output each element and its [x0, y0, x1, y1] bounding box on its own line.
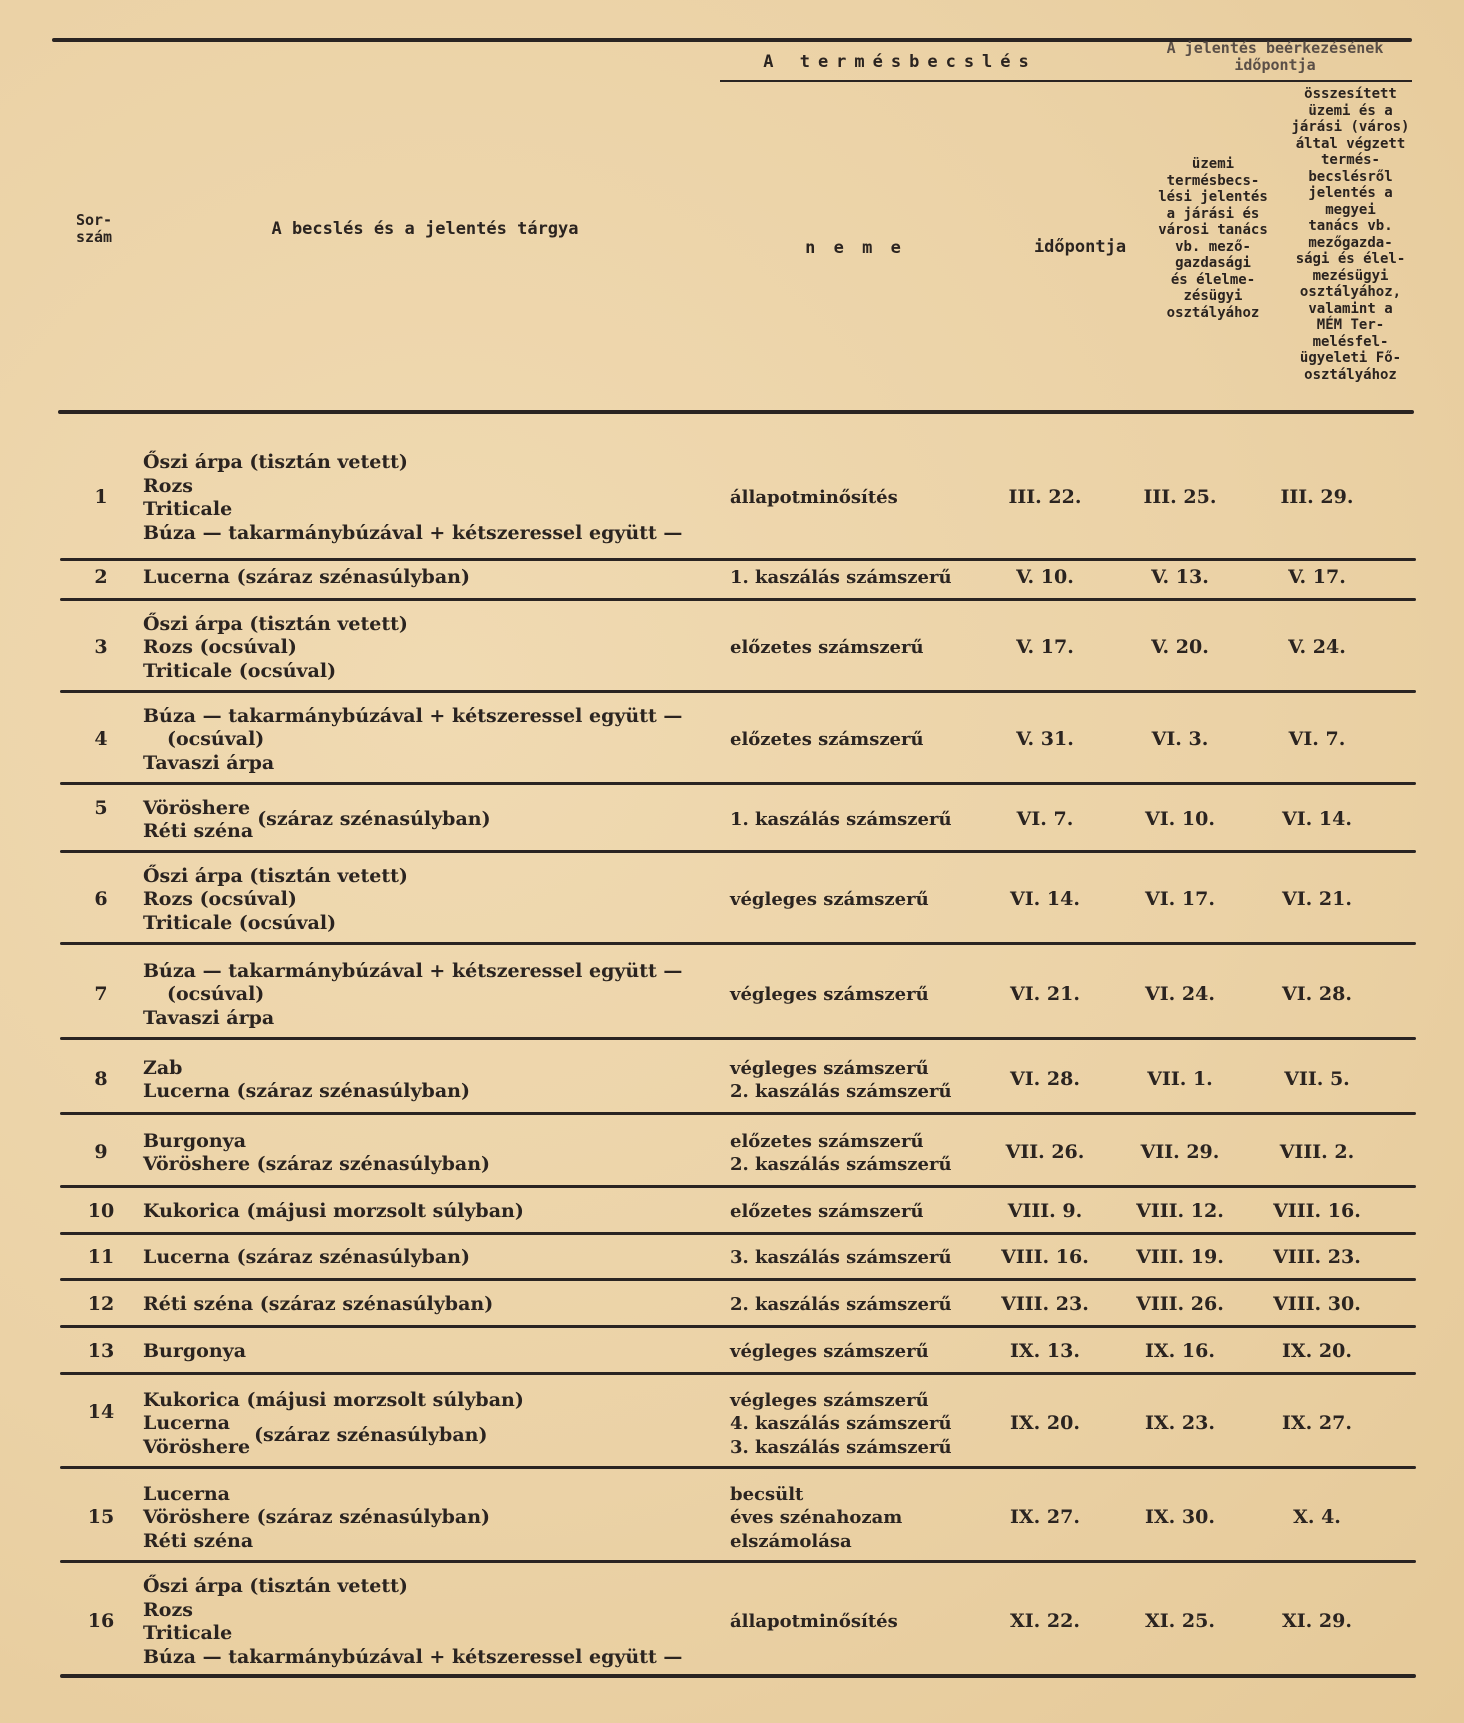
row-estimate-date: VI. 14.: [1010, 888, 1080, 910]
text-line: végleges számszerű: [730, 1057, 929, 1079]
row-district-date: V. 13.: [1151, 566, 1209, 588]
subject-line: Rozs: [143, 474, 193, 497]
row-number: 11: [87, 1246, 115, 1268]
subject-line: (ocsúval): [167, 728, 265, 751]
row-county-date: VIII. 23.: [1273, 1246, 1361, 1268]
text-line: osztályához: [1304, 366, 1397, 383]
row-county-date: VI. 28.: [1282, 983, 1352, 1005]
row-separator: [60, 1112, 1416, 1115]
subject-line: Rozs (ocsúval): [143, 888, 297, 911]
row-district-date: IX. 30.: [1145, 1506, 1215, 1528]
text-line: A jelentés beérkezésének: [1166, 39, 1384, 57]
text-line: vb. mező-: [1175, 238, 1251, 255]
row-kind: [730, 1293, 952, 1317]
row-district-date: VIII. 12.: [1136, 1200, 1224, 1222]
text-line: tanács vb.: [1308, 218, 1393, 234]
row-kind: [730, 1610, 898, 1634]
table-row: [60, 1048, 1420, 1112]
subject-line: Vöröshere (száraz szénasúlyban): [143, 1153, 491, 1175]
row-subject: [143, 451, 682, 545]
row-subject: [143, 705, 682, 776]
row-district-date: VII. 1.: [1147, 1068, 1213, 1090]
row-estimate-date: III. 22.: [1008, 486, 1082, 508]
text-line: előzetes számszerű: [730, 729, 924, 751]
table-row: [60, 1285, 1420, 1325]
text-line: végleges számszerű: [730, 1341, 929, 1363]
subject-line: Lucerna (száraz szénasúlyban): [143, 1246, 470, 1269]
header-group-rule: [720, 80, 1412, 82]
text-line: a járási és: [1166, 205, 1260, 222]
row-subject: [143, 1246, 470, 1270]
header-report-county: [1283, 86, 1418, 383]
row-county-date: VII. 5.: [1284, 1068, 1350, 1090]
row-separator: [60, 598, 1416, 601]
text-line: üzemi és a: [1308, 102, 1393, 119]
row-district-date: VIII. 19.: [1136, 1246, 1224, 1268]
row-district-date: V. 20.: [1151, 636, 1209, 658]
row-separator: [60, 1674, 1416, 1678]
row-number: 13: [87, 1340, 115, 1362]
row-estimate-date: IX. 13.: [1010, 1340, 1080, 1362]
row-county-date: VI. 7.: [1288, 728, 1346, 750]
row-subject: [143, 1293, 493, 1317]
text-line: időpontja: [1234, 56, 1316, 74]
row-subject: [143, 1130, 490, 1177]
row-separator: [60, 1560, 1416, 1563]
subject-line: Lucerna: [143, 1482, 230, 1505]
subject-group-note: (száraz szénasúlyban): [257, 808, 491, 831]
row-estimate-date: V. 10.: [1016, 566, 1074, 588]
text-line: járási (város): [1291, 119, 1410, 135]
header-sorszam: [64, 212, 124, 246]
row-estimate-date: IX. 20.: [1010, 1412, 1080, 1434]
subject-line: Zab: [143, 1056, 183, 1079]
row-kind: [730, 566, 952, 590]
subject-line: (ocsúval): [167, 983, 265, 1006]
row-county-date: V. 17.: [1288, 566, 1346, 588]
row-estimate-date: IX. 27.: [1010, 1506, 1080, 1528]
row-separator: [60, 1372, 1416, 1375]
subject-line: Vöröshere: [143, 796, 251, 819]
table-row: [60, 1238, 1420, 1278]
row-county-date: IX. 27.: [1282, 1412, 1352, 1434]
text-line: elszámolása: [730, 1530, 852, 1552]
text-line: és élelme-: [1170, 271, 1256, 288]
subject-line: Tavaszi árpa: [143, 751, 275, 774]
row-kind: [730, 486, 898, 510]
row-number: 3: [94, 636, 108, 658]
row-kind: [730, 888, 929, 912]
text-line: végleges számszerű: [730, 984, 929, 1006]
row-number: 14: [87, 1400, 115, 1423]
text-line: lési jelentés: [1158, 189, 1268, 205]
subject-line: Lucerna (száraz szénasúlyban): [143, 1080, 470, 1102]
text-line: 3. kaszálás számszerű: [730, 1247, 952, 1269]
table-row: [60, 953, 1420, 1037]
row-county-date: VIII. 2.: [1279, 1141, 1355, 1163]
row-subject: [143, 1340, 246, 1364]
text-line: megyei: [1325, 201, 1376, 218]
subject-line: Réti széna: [143, 820, 254, 842]
row-district-date: IX. 23.: [1145, 1412, 1215, 1434]
text-line: 2. kaszálás számszerű: [730, 1081, 952, 1102]
row-district-date: VI. 10.: [1145, 808, 1215, 830]
text-line: valamint a: [1308, 300, 1393, 317]
subject-line: Kukorica (májusi morzsolt súlyban): [143, 1200, 524, 1223]
row-subject: [143, 566, 470, 590]
row-separator: [60, 1037, 1416, 1040]
text-line: 2. kaszálás számszerű: [730, 1294, 952, 1316]
subject-line: Triticale: [143, 1622, 233, 1644]
row-subject: [143, 1483, 490, 1554]
header-subject: A becslés és a jelentés tárgya: [271, 219, 579, 239]
header-bottom-rule: [58, 410, 1414, 414]
subject-line: Búza — takarmánybúzával + kétszeressel együtt —: [143, 959, 683, 982]
subject-line: Triticale (ocsúval): [143, 911, 337, 934]
row-county-date: III. 29.: [1280, 486, 1354, 508]
subject-line: Burgonya: [143, 1129, 247, 1152]
text-line: gazdasági: [1175, 255, 1251, 271]
text-line: 4. kaszálás számszerű: [730, 1413, 952, 1435]
text-line: mezőgazda-: [1308, 234, 1393, 251]
subject-line: Őszi árpa (tisztán vetett): [143, 612, 408, 635]
text-line: sági és élel-: [1295, 251, 1406, 267]
row-estimate-date: XI. 22.: [1010, 1610, 1080, 1632]
subject-group-items: [143, 797, 253, 844]
row-county-date: VI. 14.: [1282, 808, 1352, 830]
header-date: időpontja: [1033, 237, 1127, 257]
row-separator: [60, 690, 1416, 693]
text-line: végleges számszerű: [730, 1389, 929, 1411]
text-line: becsült: [730, 1483, 804, 1505]
subject-line: Búza — takarmánybúzával + kétszeressel együtt —: [143, 1645, 683, 1668]
row-number: 2: [94, 566, 108, 588]
row-district-date: VI. 24.: [1145, 983, 1215, 1005]
subject-group-note: (száraz szénasúlyban): [254, 1424, 488, 1446]
header-report-district: [1148, 156, 1278, 321]
subject-line: Búza — takarmánybúzával + kétszeressel együtt —: [143, 521, 683, 544]
subject-line: Kukorica (májusi morzsolt súlyban): [143, 1388, 524, 1411]
row-subject: [143, 1200, 524, 1224]
table-row: [60, 606, 1420, 690]
subject-line: Lucerna: [143, 1412, 230, 1435]
header-report-group: [1140, 40, 1410, 74]
row-subject: [143, 1389, 524, 1460]
table-row: [60, 438, 1420, 558]
subject-line: Búza — takarmánybúzával + kétszeressel együtt —: [143, 704, 683, 727]
row-subject: [143, 1057, 470, 1104]
text-line: termésbecs-: [1166, 172, 1260, 189]
header-kind: n e m e: [805, 238, 905, 258]
table-row: [60, 858, 1420, 942]
subject-line: Burgonya: [143, 1340, 247, 1363]
row-separator: [60, 1278, 1416, 1281]
row-estimate-date: VI. 28.: [1010, 1068, 1080, 1090]
row-separator: [60, 782, 1416, 785]
row-kind: [730, 1389, 952, 1460]
row-number: 8: [94, 1068, 108, 1090]
text-line: városi tanács: [1158, 222, 1268, 238]
text-line: 1. kaszálás számszerű: [730, 809, 952, 831]
text-line: osztályához: [1166, 304, 1260, 321]
row-number: 5: [94, 796, 108, 819]
row-separator: [60, 1185, 1416, 1188]
row-estimate-date: VIII. 9.: [1007, 1200, 1083, 1222]
row-estimate-date: VIII. 16.: [1001, 1246, 1089, 1268]
text-line: szám: [75, 228, 113, 246]
text-line: mezésügyi: [1312, 267, 1389, 284]
text-line: végleges számszerű: [730, 889, 929, 911]
row-kind: [730, 1483, 902, 1554]
subject-line: Réti széna: [143, 1529, 254, 1552]
row-county-date: X. 4.: [1293, 1506, 1341, 1528]
row-district-date: VIII. 26.: [1136, 1293, 1224, 1315]
row-number: 10: [87, 1200, 115, 1222]
row-number: 16: [87, 1610, 115, 1632]
row-kind: [730, 636, 924, 660]
row-separator: [60, 1232, 1416, 1235]
subject-line: Rozs (ocsúval): [143, 636, 297, 659]
row-number: 6: [94, 888, 108, 910]
subject-line: Vöröshere (száraz szénasúlyban): [143, 1506, 491, 1529]
subject-group: [143, 797, 491, 844]
row-district-date: VII. 29.: [1140, 1141, 1220, 1163]
text-line: előzetes számszerű: [730, 637, 924, 659]
row-district-date: XI. 25.: [1145, 1610, 1215, 1632]
text-line: Sor-: [75, 211, 113, 229]
subject-line: Vöröshere: [143, 1435, 251, 1458]
subject-line: Tavaszi árpa: [143, 1006, 275, 1029]
subject-line: Réti széna (száraz szénasúlyban): [143, 1293, 494, 1316]
row-number: 12: [87, 1293, 115, 1315]
text-line: jelentés a: [1308, 185, 1393, 201]
row-subject: [143, 960, 682, 1031]
row-kind: [730, 808, 952, 832]
row-separator: [60, 942, 1416, 945]
row-subject: [143, 797, 491, 844]
table-row: [60, 1476, 1420, 1560]
text-line: melésfel-: [1312, 333, 1389, 350]
text-line: MÉM Ter-: [1316, 317, 1385, 333]
row-kind: [730, 1200, 924, 1224]
subject-line: Őszi árpa (tisztán vetett): [143, 1575, 408, 1597]
row-separator: [60, 1466, 1416, 1469]
row-number: 4: [94, 728, 108, 750]
text-line: összesített: [1304, 86, 1397, 102]
text-line: állapotminősítés: [730, 487, 898, 509]
row-number: 7: [94, 983, 108, 1005]
text-line: osztályához,: [1299, 284, 1402, 300]
subject-group: [143, 1412, 524, 1459]
row-number: 1: [94, 486, 108, 508]
row-district-date: III. 25.: [1143, 486, 1217, 508]
row-subject: [143, 1575, 682, 1669]
row-estimate-date: V. 17.: [1016, 636, 1074, 658]
row-district-date: VI. 17.: [1145, 888, 1215, 910]
row-kind: [730, 728, 924, 752]
row-county-date: XI. 29.: [1282, 1610, 1352, 1632]
row-county-date: V. 24.: [1288, 636, 1346, 658]
text-line: 2. kaszálás számszerű: [730, 1154, 952, 1175]
subject-line: Lucerna (száraz szénasúlyban): [143, 566, 470, 589]
text-line: előzetes számszerű: [730, 1201, 924, 1223]
row-district-date: IX. 16.: [1145, 1340, 1215, 1362]
subject-line: Őszi árpa (tisztán vetett): [143, 864, 408, 887]
subject-group-items: [143, 1412, 250, 1459]
text-line: üzemi: [1191, 156, 1235, 172]
text-line: 3. kaszálás számszerű: [730, 1436, 952, 1458]
table-row: [60, 1121, 1420, 1185]
text-line: zésügyi: [1183, 288, 1243, 304]
row-kind: [730, 983, 929, 1007]
row-kind: [730, 1130, 952, 1177]
row-estimate-date: VI. 7.: [1016, 808, 1074, 830]
text-line: 1. kaszálás számszerű: [730, 567, 952, 589]
row-county-date: VIII. 30.: [1273, 1293, 1361, 1315]
table-row: [60, 1332, 1420, 1372]
text-line: által végzett: [1295, 135, 1406, 152]
table-row: [60, 1382, 1420, 1466]
row-estimate-date: V. 31.: [1016, 728, 1074, 750]
table-row: [60, 790, 1420, 850]
text-line: ügyeleti Fő-: [1299, 350, 1402, 366]
text-line: állapotminősítés: [730, 1611, 898, 1633]
subject-line: Őszi árpa (tisztán vetett): [143, 451, 408, 473]
row-district-date: VI. 3.: [1151, 728, 1209, 750]
row-estimate-date: VI. 21.: [1010, 983, 1080, 1005]
row-county-date: VI. 21.: [1282, 888, 1352, 910]
table-row: [60, 558, 1420, 598]
text-line: termés-: [1320, 152, 1380, 168]
text-line: éves szénahozam: [730, 1507, 903, 1529]
row-separator: [60, 1325, 1416, 1328]
row-estimate-date: VII. 26.: [1005, 1141, 1085, 1163]
row-kind: [730, 1246, 952, 1270]
table-row: [60, 1570, 1420, 1674]
subject-line: Rozs: [143, 1598, 193, 1621]
row-kind: [730, 1057, 952, 1104]
row-county-date: IX. 20.: [1282, 1340, 1352, 1362]
row-county-date: VIII. 16.: [1273, 1200, 1361, 1222]
table-row: [60, 698, 1420, 782]
subject-line: Triticale (ocsúval): [143, 659, 337, 682]
row-number: 15: [87, 1506, 115, 1528]
subject-line: Triticale: [143, 498, 233, 520]
row-kind: [730, 1340, 929, 1364]
text-line: előzetes számszerű: [730, 1130, 924, 1152]
row-subject: [143, 865, 408, 936]
table-row: [60, 1192, 1420, 1232]
header-estimate-group: A termésbecslés: [763, 52, 1037, 72]
row-separator: [60, 850, 1416, 853]
row-number: 9: [94, 1141, 108, 1163]
row-estimate-date: VIII. 23.: [1001, 1293, 1089, 1315]
text-line: becslésről: [1308, 168, 1393, 185]
row-subject: [143, 613, 408, 684]
